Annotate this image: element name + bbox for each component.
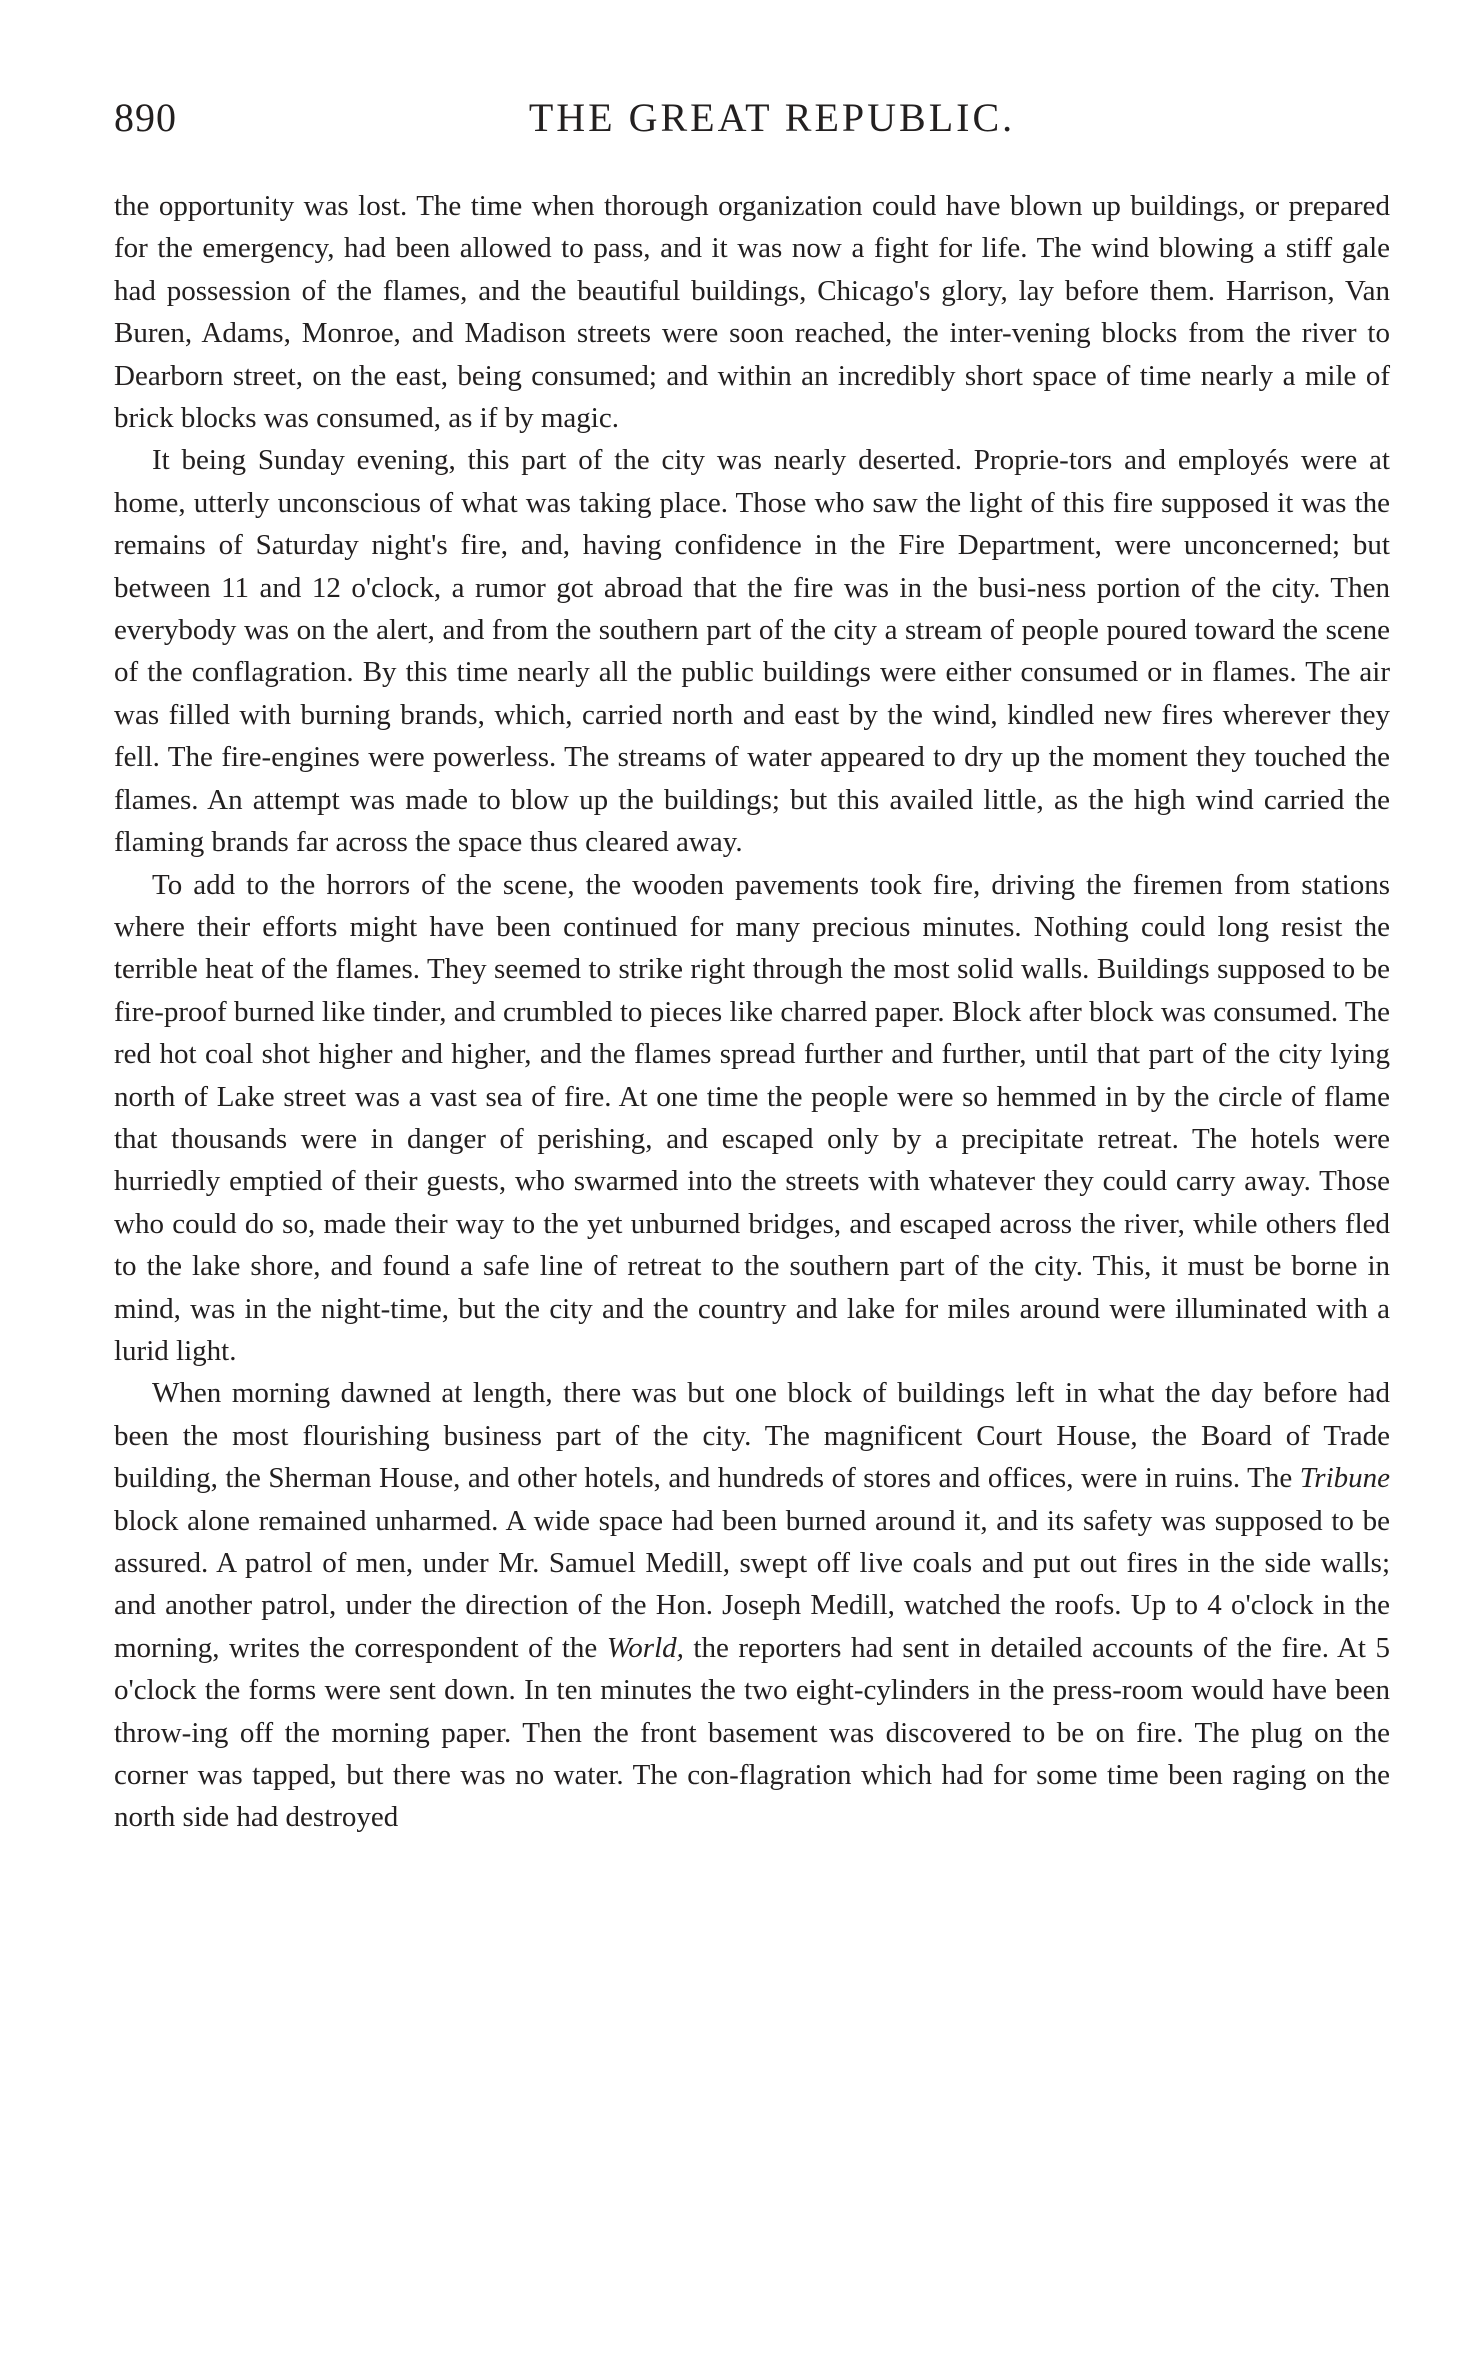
paragraph: It being Sunday evening, this part of the city was nearly deserted. Proprie-tors and employés were at home, utterly unconscious of what was taking place. Those who saw the light of this fire supposed it was the remains of Saturday night's fire, and, having confidence in the Fire Department, were unconcerned; but between 11 and 12 o'clock, a rumor got abroad that the fire was in the busi-ness portion of the city. Then everybody was on the alert, and from the southern part of the city a stream of people poured toward the scene of the conflagration. By this time nearly all the public buildings were either consumed or in flames. The air was filled with burning brands, which, carried north and east by the wind, kindled new fires wherever they fell. The fire-engines were powerless. The streams of water appeared to dry up the moment they touched the flames. An attempt was made to blow up the buildings; but this availed little, as the high wind carried the flaming brands far across the space thus cleared away. <box>114 444 1390 859</box>
paragraph: To add to the horrors of the scene, the wooden pavements took fire, driving the firemen from stations where their efforts might have been continued for many precious minutes. Nothing could long resist the terrible heat of the flames. They seemed to strike right through the most solid walls. Buildings supposed to be fire-proof burned like tinder, and crumbled to pieces like charred paper. Block after block was consumed. The red hot coal shot higher and higher, and the flames spread further and further, until that part of the city lying north of Lake street was a vast sea of fire. At one time the people were so hemmed in by the circle of flame that thousands were in danger of perishing, and escaped only by a precipitate retreat. The hotels were hurriedly emptied of their guests, who swarmed into the streets with whatever they could carry away. Those who could do so, made their way to the yet unburned bridges, and escaped across the river, while others fled to the lake shore, and found a safe line of retreat to the southern part of the city. This, it must be borne in mind, was in the night-time, but the city and the country and lake for miles around were illuminated with a lurid light. <box>114 868 1390 1367</box>
paragraph-final <box>114 1372 1390 1838</box>
italic-title-world: World, <box>606 1631 684 1664</box>
page-header <box>114 94 1390 154</box>
italic-title-tribune: Tribune <box>1299 1462 1390 1495</box>
text-run: block alone remained unharmed. A wide space had been burned around it, and its safety was supposed to be assured. A patrol of men, under Mr. Samuel Medill, swept off live coals and put out fires in the side walls; and another patrol, under the direction of the Hon. Joseph Medill, watched the roofs. Up to 4 o'clock in the morning, writes the correspondent of the <box>114 1504 1390 1664</box>
text-run: the reporters had sent in detailed accounts of the fire. At 5 o'clock the forms were sent down. In ten minutes the two eight-cylinders in the press-room would have been throw-ing off the morning paper. Then the front basement was discovered to be on fire. The plug on the corner was tapped, but there was no water. The con-flagration which had for some time been raging on the north side had destroyed <box>114 1631 1390 1834</box>
paragraph-continued: the opportunity was lost. The time when thorough organization could have blown up buildings, or prepared for the emergency, had been allowed to pass, and it was now a fight for life. The wind blowing a stiff gale had possession of the flames, and the beautiful buildings, Chicago's glory, lay before them. Harrison, Van Buren, Adams, Monroe, and Madison streets were soon reached, the inter-vening blocks from the river to Dearborn street, on the east, being consumed; and within an incredibly short space of time nearly a mile of brick blocks was consumed, as if by magic. <box>114 190 1390 435</box>
running-title: THE GREAT REPUBLIC. <box>528 95 1016 140</box>
body-text <box>114 185 1390 1839</box>
page-number: 890 <box>114 95 177 140</box>
text-run: When morning dawned at length, there was but one block of buildings left in what the day before had been the most flourishing business part of the city. The magnificent Court House, the Board of Trade building, the Sherman House, and other hotels, and hundreds of stores and offices, were in ruins. The <box>114 1377 1390 1495</box>
